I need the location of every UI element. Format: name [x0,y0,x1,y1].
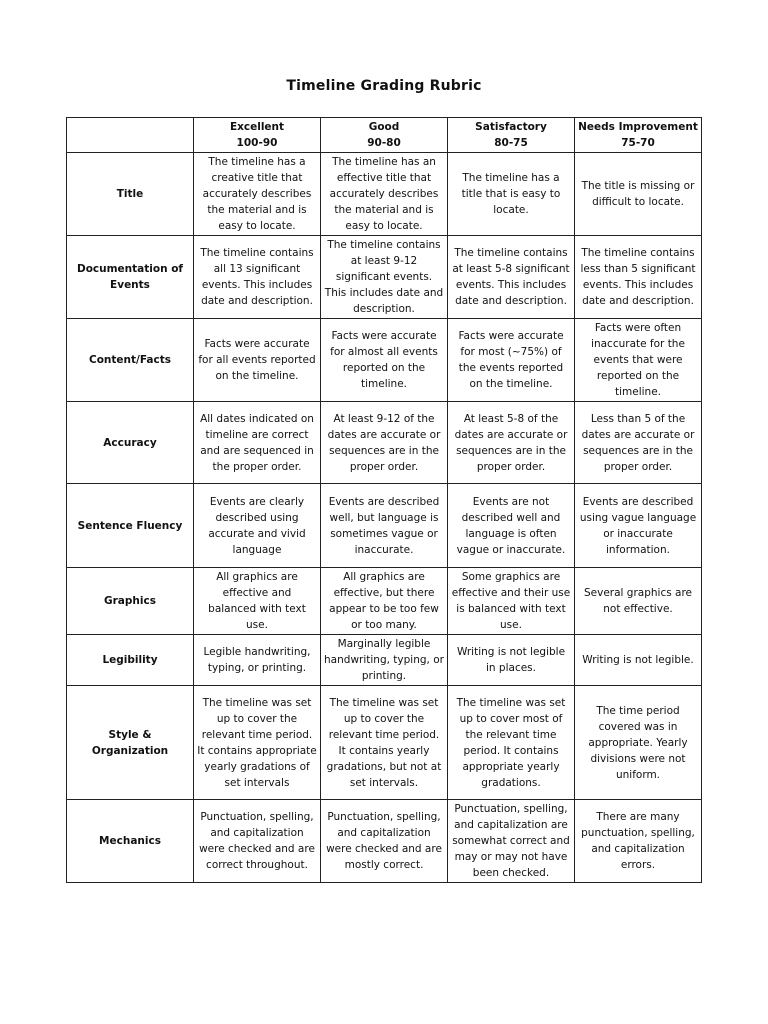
rubric-cell: Facts were accurate for most (~75%) of the events reported on the timeline. [448,319,575,402]
rubric-cell: The time period covered was in appropriate. Yearly divisions were not uniform. [575,686,702,800]
row-label: Legibility [67,635,194,686]
corner-cell [67,118,194,153]
column-header-excellent [194,118,321,153]
rubric-cell: The timeline was set up to cover the relevant time period. It contains appropriate yearly gradations of set intervals [194,686,321,800]
rubric-row-style-organization [67,686,702,800]
rubric-cell: The timeline contains at least 9-12 significant events. This includes date and description. [321,236,448,319]
rubric-cell: The title is missing or difficult to locate. [575,153,702,236]
column-name: Satisfactory [475,121,547,133]
row-label: Graphics [67,568,194,635]
rubric-row-content-facts [67,319,702,402]
rubric-cell: Facts were accurate for almost all events reported on the timeline. [321,319,448,402]
rubric-cell: There are many punctuation, spelling, and capitalization errors. [575,800,702,883]
column-header-good [321,118,448,153]
rubric-row-accuracy [67,402,702,484]
row-label: Style & Organization [67,686,194,800]
rubric-cell: All dates indicated on timeline are correct and are sequenced in the proper order. [194,402,321,484]
rubric-cell: Punctuation, spelling, and capitalization were checked and are mostly correct. [321,800,448,883]
rubric-cell: The timeline was set up to cover most of the relevant time period. It contains appropriate yearly gradations. [448,686,575,800]
rubric-cell: Several graphics are not effective. [575,568,702,635]
rubric-cell: The timeline has an effective title that accurately describes the material and is easy to locate. [321,153,448,236]
column-range: 75-70 [621,137,655,149]
rubric-cell: Less than 5 of the dates are accurate or sequences are in the proper order. [575,402,702,484]
rubric-cell: Facts were often inaccurate for the events that were reported on the timeline. [575,319,702,402]
rubric-cell: Events are described using vague language or inaccurate information. [575,484,702,568]
column-header-satisfactory [448,118,575,153]
rubric-cell: At least 5-8 of the dates are accurate or sequences are in the proper order. [448,402,575,484]
row-label: Mechanics [67,800,194,883]
rubric-row-mechanics [67,800,702,883]
rubric-cell: All graphics are effective, but there appear to be too few or too many. [321,568,448,635]
rubric-cell: Punctuation, spelling, and capitalization were checked and are correct throughout. [194,800,321,883]
rubric-cell: The timeline contains at least 5-8 significant events. This includes date and description. [448,236,575,319]
rubric-cell: The timeline contains all 13 significant events. This includes date and description. [194,236,321,319]
column-name: Needs Improvement [578,121,698,133]
header-row [67,118,702,153]
column-range: 80-75 [494,137,528,149]
row-label: Content/Facts [67,319,194,402]
rubric-cell: Facts were accurate for all events reported on the timeline. [194,319,321,402]
rubric-row-title [67,153,702,236]
row-label: Sentence Fluency [67,484,194,568]
rubric-cell: Events are not described well and language is often vague or inaccurate. [448,484,575,568]
rubric-row-graphics [67,568,702,635]
rubric-cell: Marginally legible handwriting, typing, or printing. [321,635,448,686]
row-label: Documentation of Events [67,236,194,319]
column-range: 100-90 [236,137,278,149]
rubric-cell: Writing is not legible in places. [448,635,575,686]
rubric-cell: All graphics are effective and balanced with text use. [194,568,321,635]
rubric-cell: Punctuation, spelling, and capitalization are somewhat correct and may or may not have been checked. [448,800,575,883]
column-name: Good [368,121,400,133]
row-label: Accuracy [67,402,194,484]
rubric-cell: The timeline contains less than 5 significant events. This includes date and description. [575,236,702,319]
rubric-cell: Some graphics are effective and their use is balanced with text use. [448,568,575,635]
rubric-row-sentence-fluency [67,484,702,568]
rubric-cell: Legible handwriting, typing, or printing. [194,635,321,686]
page-title: Timeline Grading Rubric [286,78,482,94]
rubric-row-documentation [67,236,702,319]
column-header-needs-improvement [575,118,702,153]
rubric-cell: At least 9-12 of the dates are accurate or sequences are in the proper order. [321,402,448,484]
rubric-cell: Events are clearly described using accurate and vivid language [194,484,321,568]
rubric-cell: Events are described well, but language is sometimes vague or inaccurate. [321,484,448,568]
rubric-cell: The timeline has a title that is easy to locate. [448,153,575,236]
column-name: Excellent [229,121,285,133]
rubric-row-legibility [67,635,702,686]
row-label: Title [67,153,194,236]
rubric-cell: Writing is not legible. [575,635,702,686]
column-range: 90-80 [367,137,401,149]
rubric-cell: The timeline has a creative title that accurately describes the material and is easy to locate. [194,153,321,236]
rubric-table [66,117,702,883]
rubric-cell: The timeline was set up to cover the relevant time period. It contains yearly gradations, but not at set intervals. [321,686,448,800]
